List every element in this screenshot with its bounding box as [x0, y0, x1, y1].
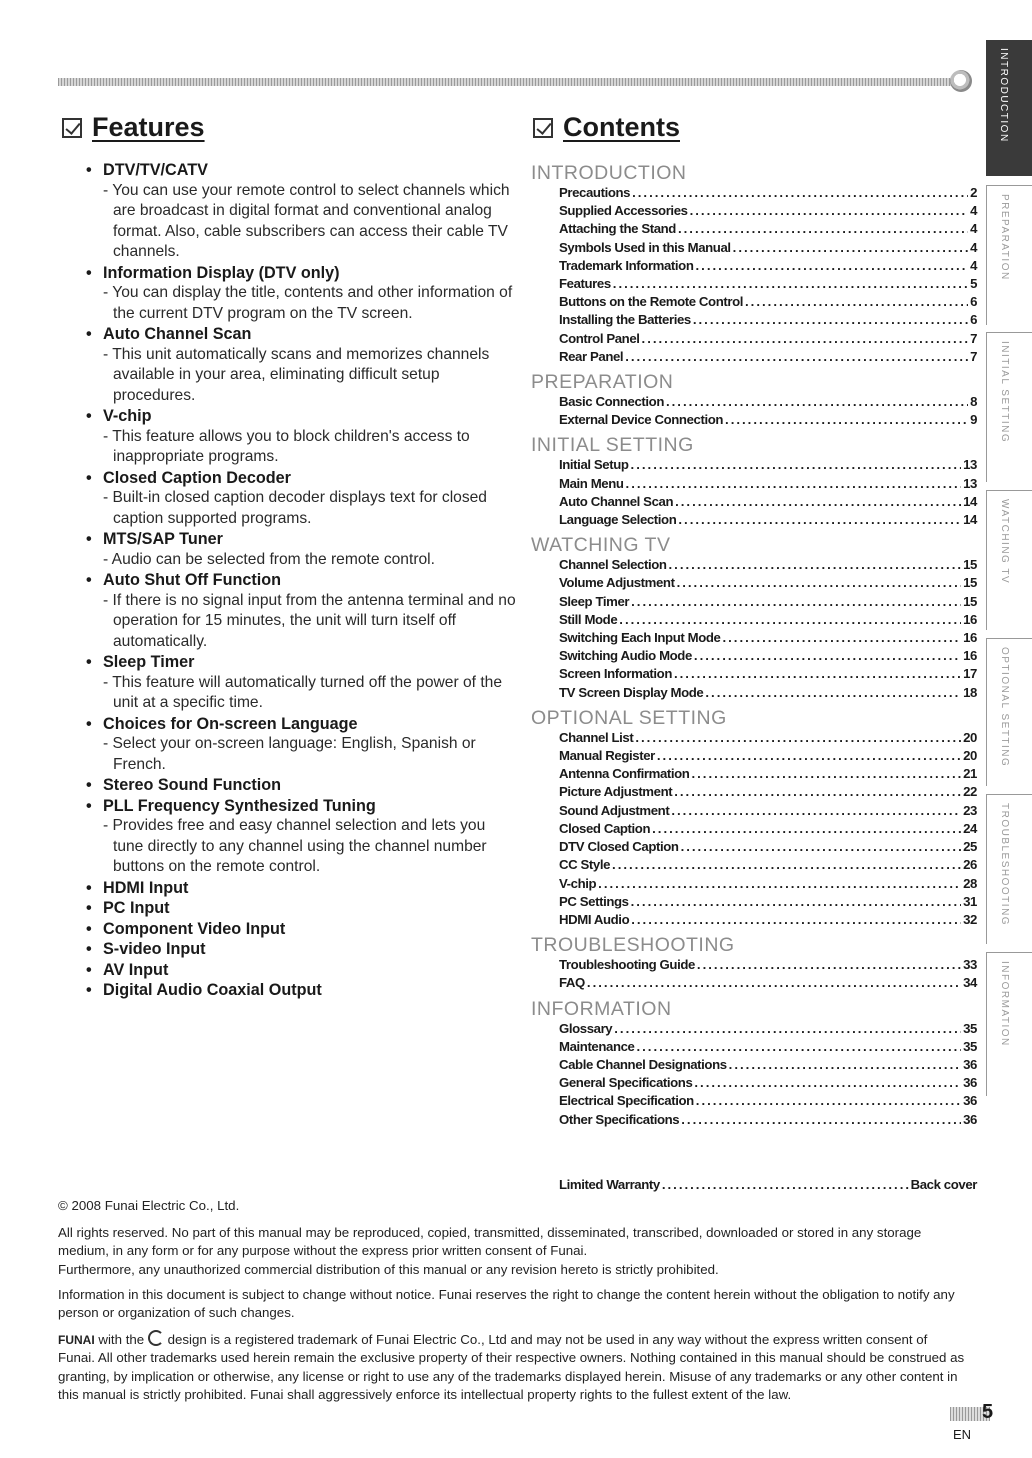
feature-item [86, 263, 516, 325]
toc-item-title: Features [559, 276, 611, 292]
toc-section-title: OPTIONAL SETTING [531, 706, 727, 729]
toc-section-title: PREPARATION [531, 371, 674, 394]
toc-row[interactable] [559, 220, 977, 238]
toc-item-page: 4 [970, 221, 977, 237]
toc-item-page: 13 [963, 475, 977, 491]
toc-item-page: 32 [963, 911, 977, 927]
feature-title: • AV Input [86, 960, 516, 981]
toc-row[interactable] [559, 765, 977, 783]
feature-title: • Sleep Timer [86, 652, 516, 673]
toc-leader-dots [631, 456, 962, 474]
feature-title: • Auto Shut Off Function [86, 570, 516, 591]
toc-item-title: Electrical Specification [559, 1093, 694, 1109]
feature-item [86, 796, 516, 878]
toc-item-page: 7 [970, 330, 977, 346]
feature-title: • Information Display (DTV only) [86, 263, 516, 284]
toc-leader-dots [681, 1111, 961, 1129]
toc-item-title: Still Mode [559, 611, 618, 627]
toc-item-page: 35 [963, 1038, 977, 1054]
legal-distribution: Furthermore, any unauthorized commercial distribution of this manual or any revision hereto is strictly prohibited. [58, 1261, 719, 1277]
contents-list [531, 162, 977, 1129]
toc-item-page: 13 [963, 457, 977, 473]
toc-row[interactable] [559, 348, 977, 366]
toc-row[interactable] [559, 684, 977, 702]
toc-leader-dots [671, 802, 961, 820]
toc-row[interactable] [559, 239, 977, 257]
toc-item-title: Channel Selection [559, 557, 667, 573]
toc-leader-dots [612, 856, 961, 874]
toc-row[interactable] [559, 1092, 977, 1110]
toc-item-title: Switching Each Input Mode [559, 630, 721, 646]
toc-row[interactable] [559, 511, 977, 529]
header-rule-end-circle [950, 70, 972, 92]
toc-leader-dots [635, 729, 961, 747]
toc-item-page: 14 [963, 493, 977, 509]
side-tab-initial-setting[interactable]: INITIAL SETTING [986, 332, 1032, 482]
legal-paragraph-3 [58, 1330, 968, 1404]
toc-item-page: 15 [963, 557, 977, 573]
toc-leader-dots [678, 220, 968, 238]
toc-row[interactable] [559, 1038, 977, 1056]
feature-description: - Select your on-screen language: English, Spanish or French. [103, 735, 476, 773]
toc-item-page: 9 [970, 412, 977, 428]
toc-leader-dots [631, 893, 962, 911]
toc-row[interactable] [559, 1074, 977, 1092]
toc-leader-dots [642, 330, 969, 348]
contents-heading-text: Contents [563, 112, 680, 142]
toc-item-title: Sleep Timer [559, 593, 630, 609]
toc-item-page: 16 [963, 630, 977, 646]
toc-leader-dots [678, 511, 961, 529]
feature-description: - You can use your remote control to select channels which are broadcast in digital format and conventional analog format. Also, cable subscribers can access their cable TV channels. [103, 181, 510, 260]
toc-item-title: HDMI Audio [559, 911, 630, 927]
toc-leader-dots [598, 875, 961, 893]
toc-item-page: 7 [970, 348, 977, 364]
toc-item-page: 4 [970, 239, 977, 255]
toc-row[interactable] [559, 820, 977, 838]
toc-leader-dots [662, 1176, 909, 1194]
toc-item-title: Other Specifications [559, 1111, 680, 1127]
toc-row[interactable] [559, 611, 977, 629]
toc-item-title: V-chip [559, 875, 597, 891]
toc-row[interactable] [559, 783, 977, 801]
toc-row[interactable] [559, 1056, 977, 1074]
feature-description: - This feature will automatically turned off the power of the unit at a specific time. [103, 673, 503, 711]
toc-row[interactable] [559, 556, 977, 574]
feature-item [86, 898, 516, 919]
toc-leader-dots [696, 257, 969, 275]
toc-item-title: Switching Audio Mode [559, 648, 692, 664]
toc-row[interactable] [559, 747, 977, 765]
feature-title: • Component Video Input [86, 919, 516, 940]
toc-leader-dots [619, 611, 961, 629]
toc-item-page: 25 [963, 839, 977, 855]
toc-row[interactable] [559, 593, 977, 611]
toc-row[interactable] [559, 411, 977, 429]
toc-item-page: 16 [963, 611, 977, 627]
toc-item-page: 21 [963, 766, 977, 782]
toc-item-title: Basic Connection [559, 394, 664, 410]
toc-leader-dots [729, 1056, 961, 1074]
toc-leader-dots [675, 493, 961, 511]
toc-item-title: General Specifications [559, 1075, 693, 1091]
legal-paragraph-1 [58, 1224, 968, 1279]
toc-item-title: Attaching the Stand [559, 221, 676, 237]
side-tab-optional-setting[interactable]: OPTIONAL SETTING [986, 638, 1032, 786]
toc-row[interactable] [559, 856, 977, 874]
toc-item-page: 20 [963, 729, 977, 745]
feature-title: • HDMI Input [86, 878, 516, 899]
toc-leader-dots [631, 911, 961, 929]
toc-item-title: TV Screen Display Mode [559, 684, 704, 700]
toc-item-title: Control Panel [559, 330, 640, 346]
toc-item-page: 17 [963, 666, 977, 682]
feature-description: - Built-in closed caption decoder displays text for closed caption supported programs. [103, 489, 487, 527]
toc-item-page: 4 [970, 203, 977, 219]
toc-item-title: External Device Connection [559, 412, 724, 428]
toc-row[interactable] [559, 493, 977, 511]
toc-item-title: Auto Channel Scan [559, 493, 674, 509]
toc-row[interactable] [559, 802, 977, 820]
toc-leader-dots [657, 747, 961, 765]
toc-row[interactable] [559, 875, 977, 893]
toc-leader-dots [669, 556, 962, 574]
toc-item-title: Volume Adjustment [559, 575, 675, 591]
toc-item-page: 33 [963, 957, 977, 973]
toc-item-title: Buttons on the Remote Control [559, 294, 743, 310]
side-tab-information[interactable]: INFORMATION [986, 952, 1032, 1096]
toc-row[interactable] [559, 311, 977, 329]
toc-row[interactable] [559, 184, 977, 202]
toc-leader-dots [693, 311, 968, 329]
toc-item-page: 20 [963, 748, 977, 764]
toc-item-page: 15 [963, 575, 977, 591]
toc-item-page: Back cover [910, 1177, 977, 1192]
feature-description: - This unit automatically scans and memorizes channels available in your area, eliminating difficult setup procedures. [103, 345, 490, 404]
toc-row[interactable] [559, 393, 977, 411]
toc-leader-dots [725, 411, 968, 429]
toc-row[interactable] [559, 956, 977, 974]
toc-row[interactable] [559, 275, 977, 293]
toc-leader-dots [636, 1038, 961, 1056]
toc-leader-dots [652, 820, 961, 838]
toc-row[interactable] [559, 475, 977, 493]
feature-item [86, 775, 516, 796]
toc-item-title: Limited Warranty [559, 1177, 660, 1192]
feature-item [86, 529, 516, 570]
legal-text: with the [94, 1332, 148, 1347]
toc-item-page: 24 [963, 820, 977, 836]
side-tab-preparation[interactable]: PREPARATION [986, 185, 1032, 325]
feature-item [86, 652, 516, 714]
toc-item-title: Maintenance [559, 1038, 635, 1054]
toc-item-title: Supplied Accessories [559, 203, 688, 219]
toc-item-title: Cable Channel Designations [559, 1056, 727, 1072]
toc-leader-dots [674, 783, 961, 801]
toc-item-title: Symbols Used in this Manual [559, 239, 731, 255]
toc-leader-dots [626, 475, 962, 493]
toc-item-title: FAQ [559, 975, 585, 991]
toc-row[interactable] [559, 202, 977, 220]
toc-item-page: 28 [963, 875, 977, 891]
feature-item [86, 570, 516, 652]
feature-title: • PC Input [86, 898, 516, 919]
toc-leader-dots [677, 574, 962, 592]
toc-item-title: Picture Adjustment [559, 784, 673, 800]
feature-item [86, 324, 516, 406]
toc-row[interactable] [559, 330, 977, 348]
feature-description: - Audio can be selected from the remote control. [103, 550, 435, 568]
language-label: EN [953, 1427, 972, 1442]
feature-item [86, 960, 516, 981]
toc-item-title: Antenna Confirmation [559, 766, 690, 782]
toc-item-page: 35 [963, 1020, 977, 1036]
toc-leader-dots [614, 1020, 961, 1038]
feature-title: • Stereo Sound Function [86, 775, 516, 796]
side-tab-watching-tv[interactable]: WATCHING TV [986, 490, 1032, 630]
toc-item-page: 36 [963, 1075, 977, 1091]
checkbox-icon [533, 118, 553, 138]
toc-item-page: 31 [963, 893, 977, 909]
toc-item-title: DTV Closed Caption [559, 839, 679, 855]
feature-item [86, 939, 516, 960]
toc-item-title: Trademark Information [559, 257, 694, 273]
contents-heading [533, 112, 680, 143]
feature-item [86, 919, 516, 940]
feature-description: - You can display the title, contents and other information of the current DTV program on the TV screen. [103, 284, 513, 322]
toc-leader-dots [691, 765, 961, 783]
features-heading-text: Features [92, 112, 205, 142]
toc-item-title: Main Menu [559, 475, 624, 491]
toc-item-page: 14 [963, 512, 977, 528]
toc-item-page: 2 [970, 185, 977, 200]
feature-description: - This feature allows you to block children's access to inappropriate programs. [103, 427, 470, 465]
toc-row[interactable] [559, 665, 977, 683]
feature-description: - Provides free and easy channel selection and lets you tune directly to any channel using the channel number buttons on the remote control. [103, 817, 487, 875]
copyright: © 2008 Funai Electric Co., Ltd. [58, 1198, 240, 1213]
page-number: 5 [982, 1401, 994, 1423]
toc-row[interactable] [559, 456, 977, 474]
toc-row[interactable] [559, 893, 977, 911]
toc-item-page: 23 [963, 802, 977, 818]
toc-item-page: 4 [970, 257, 977, 273]
toc-item-title: Troubleshooting Guide [559, 957, 695, 973]
toc-row[interactable] [559, 729, 977, 747]
feature-title: • V-chip [86, 406, 516, 427]
toc-leader-dots [722, 629, 961, 647]
feature-item [86, 160, 516, 263]
toc-item-title: CC Style [559, 857, 611, 873]
features-heading [62, 112, 205, 143]
toc-item-title: Channel List [559, 729, 634, 745]
toc-item-page: 18 [963, 684, 977, 700]
toc-item-page: 36 [963, 1093, 977, 1109]
toc-item-title: Glossary [559, 1020, 613, 1036]
toc-leader-dots [632, 184, 968, 202]
toc-item-page: 15 [963, 593, 977, 609]
toc-item-title: Closed Caption [559, 820, 651, 836]
feature-title: • Choices for On-screen Language [86, 714, 516, 735]
toc-item-title: Initial Setup [559, 457, 629, 473]
toc-leader-dots [674, 665, 961, 683]
toc-leader-dots [694, 647, 961, 665]
toc-leader-dots [697, 956, 961, 974]
toc-item-page: 26 [963, 857, 977, 873]
header-rule [58, 78, 963, 86]
toc-item-title: Installing the Batteries [559, 312, 691, 328]
toc-row[interactable] [559, 911, 977, 929]
toc-row[interactable] [559, 838, 977, 856]
legal-text: design is a registered trademark of Funai Electric Co., Ltd and may not be used in any way without the express written consent of Funai. All other trademarks used herein remain the exclusive property of their respective owners. Nothing contained in this manual should be construed as granting, by implication or otherwise, any license or right to use any of the trademarks displayed herein. Misuse of any trademarks or any other content in this manual is strictly prohibited. Funai shall aggressively enforce its intellectual property rights to the fullest extent of the law. [58, 1332, 965, 1402]
toc-item-title: Rear Panel [559, 348, 624, 364]
feature-item [86, 878, 516, 899]
toc-item-title: Precautions [559, 185, 631, 200]
limited-warranty-row[interactable] [559, 1176, 977, 1194]
toc-item-title: Screen Information [559, 666, 672, 682]
toc-leader-dots [696, 1092, 961, 1110]
toc-leader-dots [733, 239, 968, 257]
toc-item-page: 34 [963, 975, 977, 991]
toc-item-title: Language Selection [559, 512, 677, 528]
toc-item-title: PC Settings [559, 893, 629, 909]
toc-leader-dots [666, 393, 968, 411]
toc-row[interactable] [559, 974, 977, 992]
legal-rights: All rights reserved. No part of this manual may be reproduced, copied, transmitted, disseminated, transcribed, downloaded or stored in any storage medium, in any form or for any purpose without the express prior written consent of Funai. [58, 1225, 922, 1259]
feature-title: • Digital Audio Coaxial Output [86, 980, 516, 1001]
feature-title: • PLL Frequency Synthesized Tuning [86, 796, 516, 817]
toc-item-page: 36 [963, 1111, 977, 1127]
toc-leader-dots [745, 293, 968, 311]
feature-item [86, 980, 516, 1001]
toc-leader-dots [681, 838, 962, 856]
toc-row[interactable] [559, 257, 977, 275]
legal-paragraph-2: Information in this document is subject to change without notice. Funai reserves the right to change the content herein without the obligation to notify any person or organization of such changes. [58, 1287, 955, 1321]
toc-row[interactable] [559, 647, 977, 665]
side-tab-introduction[interactable]: INTRODUCTION [986, 40, 1032, 176]
toc-item-page: 6 [970, 312, 977, 328]
toc-leader-dots [625, 348, 968, 366]
toc-leader-dots [613, 275, 968, 293]
toc-leader-dots [690, 202, 968, 220]
toc-item-page: 16 [963, 648, 977, 664]
feature-title: • S-video Input [86, 939, 516, 960]
toc-section-title: WATCHING TV [531, 534, 671, 557]
toc-row[interactable] [559, 629, 977, 647]
feature-title: • MTS/SAP Tuner [86, 529, 516, 550]
toc-section-title: INITIAL SETTING [531, 434, 694, 457]
toc-row[interactable] [559, 1111, 977, 1129]
toc-item-page: 22 [963, 784, 977, 800]
funai-logo: FUNAI [58, 1333, 95, 1347]
toc-section-title: TROUBLESHOOTING [531, 934, 735, 957]
toc-section-title: INTRODUCTION [531, 162, 687, 184]
toc-section-title: INFORMATION [531, 997, 672, 1020]
toc-leader-dots [631, 593, 961, 611]
toc-leader-dots [705, 684, 961, 702]
toc-item-page: 8 [970, 394, 977, 410]
page-number-block [950, 1401, 1010, 1425]
toc-row[interactable] [559, 293, 977, 311]
toc-item-title: Manual Register [559, 748, 655, 764]
toc-row[interactable] [559, 574, 977, 592]
feature-description: - If there is no signal input from the antenna terminal and no operation for 15 minutes, the unit will turn itself off automatically. [103, 591, 516, 650]
toc-item-page: 36 [963, 1056, 977, 1072]
funai-swirl-icon [148, 1330, 164, 1346]
toc-leader-dots [587, 974, 961, 992]
toc-item-title: Sound Adjustment [559, 802, 670, 818]
toc-item-page: 6 [970, 294, 977, 310]
feature-item [86, 406, 516, 468]
checkbox-icon [62, 118, 82, 138]
toc-row[interactable] [559, 1020, 977, 1038]
toc-item-page: 5 [970, 276, 977, 292]
feature-title: • DTV/TV/CATV [86, 160, 516, 181]
feature-title: • Closed Caption Decoder [86, 468, 516, 489]
feature-item [86, 468, 516, 530]
side-tab-troubleshooting[interactable]: TROUBLESHOOTING [986, 794, 1032, 944]
feature-title: • Auto Channel Scan [86, 324, 516, 345]
feature-item [86, 714, 516, 776]
features-list [86, 160, 516, 1001]
toc-leader-dots [694, 1074, 961, 1092]
